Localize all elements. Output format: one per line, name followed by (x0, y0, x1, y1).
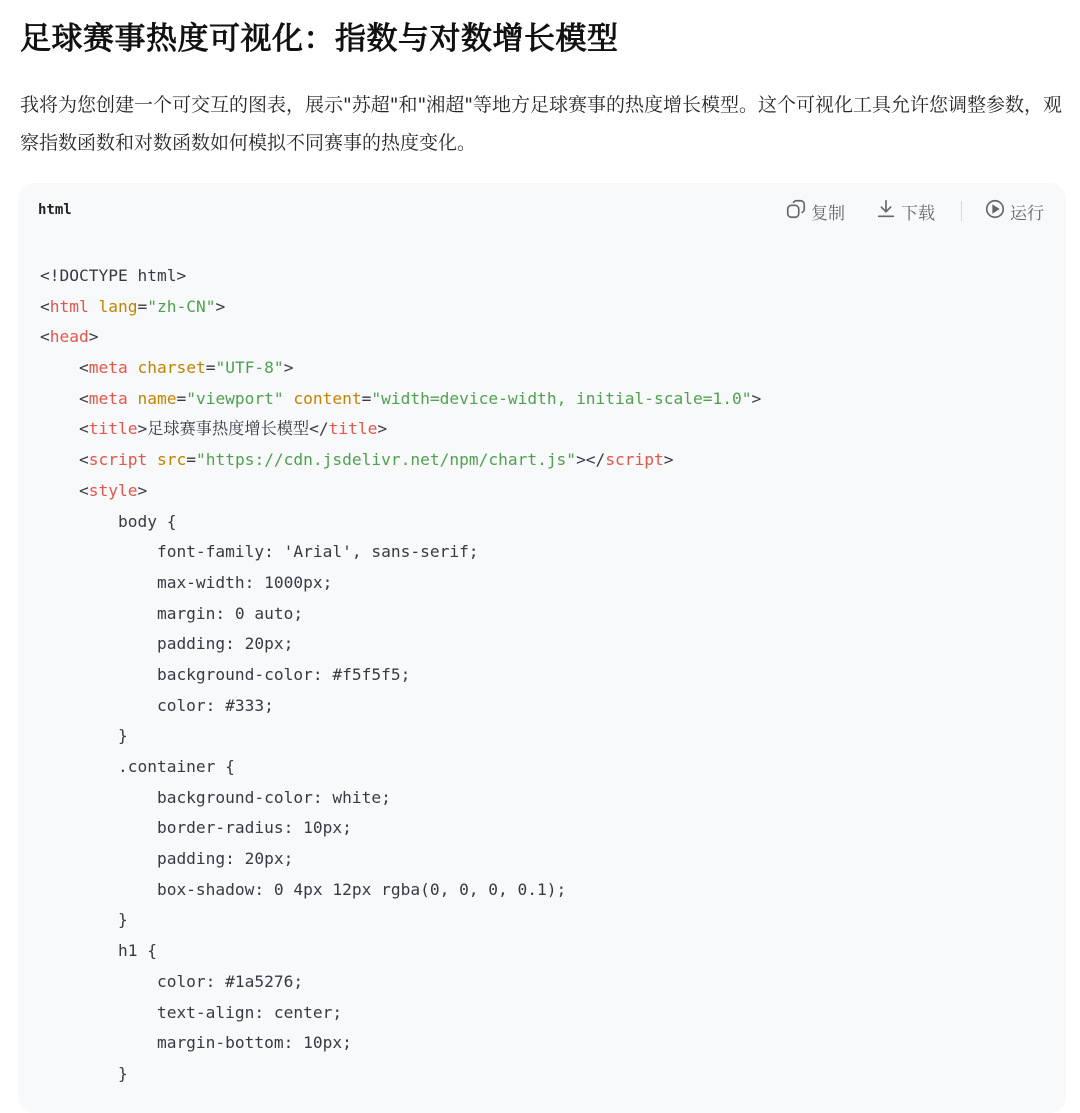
code-block (18, 183, 1066, 1113)
code-block-header (18, 183, 1066, 239)
copy-label: 复制 (811, 203, 845, 224)
code-line: background-color: #f5f5f5; (40, 664, 411, 684)
run-button[interactable] (984, 198, 1044, 225)
code-line: } (40, 726, 128, 746)
code-line: <!DOCTYPE html> (40, 266, 187, 285)
run-label: 运行 (1010, 203, 1044, 224)
code-line: } (40, 910, 128, 930)
page-title: 足球赛事热度可视化：指数与对数增长模型 (20, 21, 619, 57)
code-line: <html lang="zh-CN"> (40, 296, 226, 316)
code-line: } (40, 1063, 128, 1083)
code-line: margin-bottom: 10px; (40, 1033, 352, 1053)
code-line: .container { (40, 757, 235, 776)
code-line: box-shadow: 0 4px 12px rgba(0, 0, 0, 0.1); (40, 879, 567, 899)
code-line: h1 { (40, 941, 157, 961)
code-line: <title>足球赛事热度增长模型</title> (40, 419, 388, 439)
code-line: background-color: white; (40, 787, 391, 807)
code-line: color: #1a5276; (40, 971, 304, 991)
code-line: padding: 20px; (40, 849, 294, 869)
code-content[interactable] (40, 261, 761, 1090)
actions-divider (961, 201, 962, 221)
download-label: 下载 (901, 203, 935, 224)
intro-paragraph: 我将为您创建一个可交互的图表，展示"苏超"和"湘超"等地方足球赛事的热度增长模型。这个可视化工具允许您调整参数，观察指数函数和对数函数如何模拟不同赛事的热度变化。 (20, 94, 1062, 154)
play-circle-icon (984, 198, 1006, 225)
download-icon (875, 198, 897, 225)
code-line: <meta charset="UTF-8"> (40, 358, 294, 378)
code-line: margin: 0 auto; (40, 603, 304, 623)
code-line: border-radius: 10px; (40, 818, 352, 838)
code-line: padding: 20px; (40, 634, 294, 654)
code-line: <meta name="viewport" content="width=device-width, initial-scale=1.0"> (40, 388, 762, 408)
code-line: <script src="https://cdn.jsdelivr.net/npm/chart.js"></script> (40, 450, 674, 470)
copy-button[interactable] (785, 198, 845, 225)
code-line: max-width: 1000px; (40, 572, 333, 592)
code-line: font-family: 'Arial', sans-serif; (40, 542, 479, 562)
code-language-label: html (38, 202, 72, 218)
code-line: color: #333; (40, 695, 274, 715)
code-line: <head> (40, 327, 99, 347)
copy-icon (785, 198, 807, 225)
code-line: body { (40, 511, 177, 531)
code-actions (785, 197, 1044, 225)
code-line: <style> (40, 480, 148, 500)
code-line: text-align: center; (40, 1002, 343, 1022)
download-button[interactable] (875, 198, 935, 225)
